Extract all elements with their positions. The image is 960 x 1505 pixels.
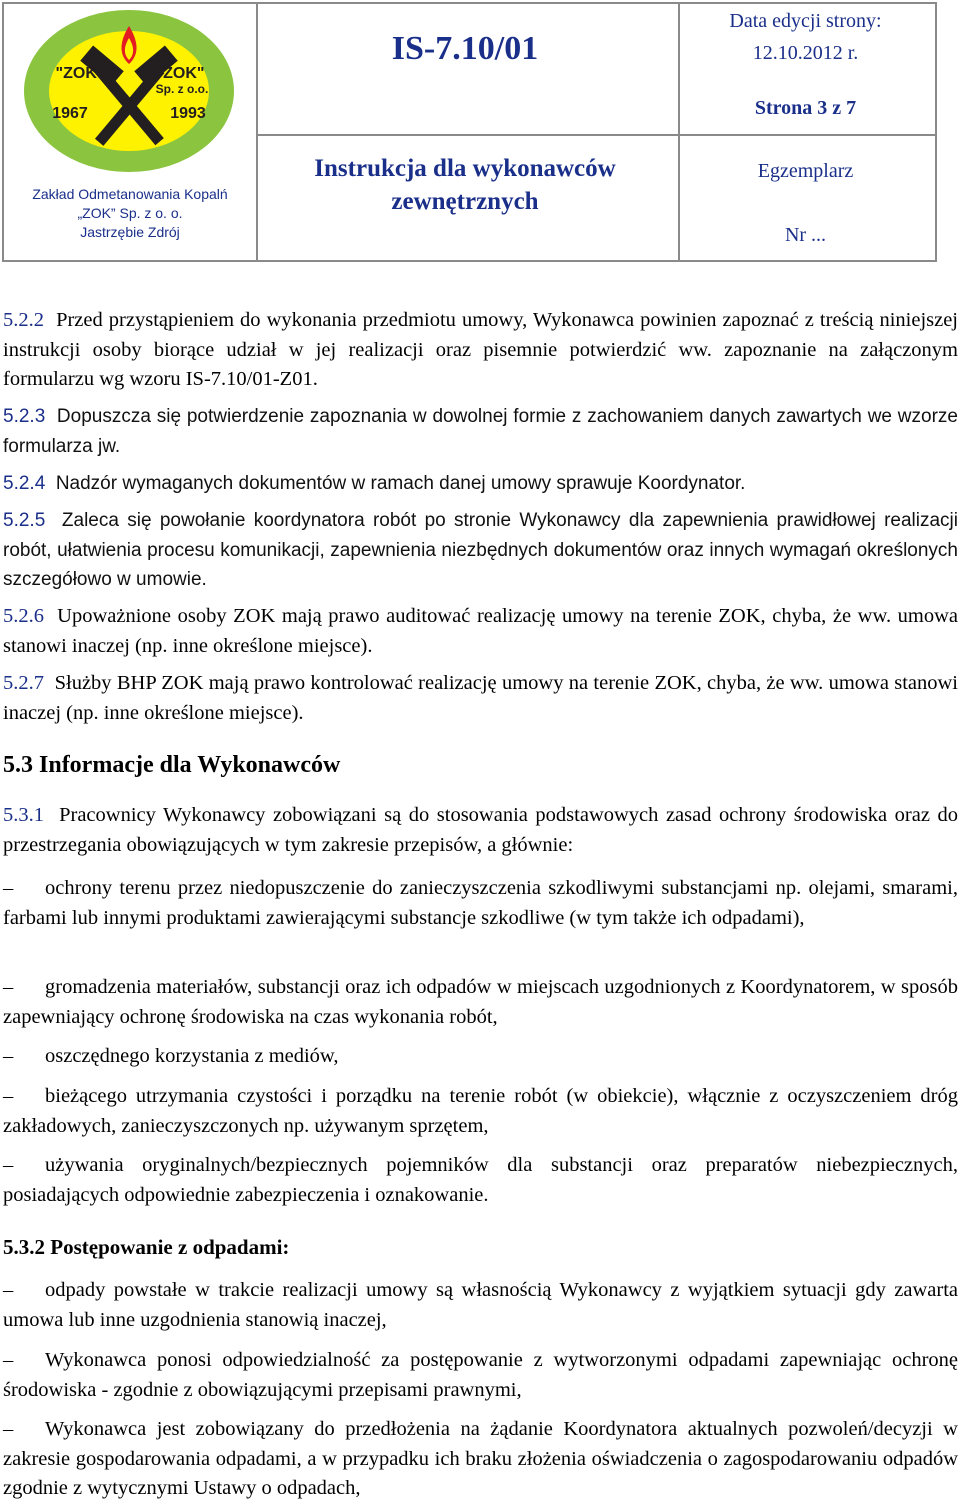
list-item-text: odpady powstałe w trakcie realizacji umowy są własnością Wykonawcy z wyjątkiem sytuacji gdy zawarta umowa lub inne uzgodnienia stanowią inaczej,: [3, 1279, 958, 1331]
list-item: [3, 1415, 958, 1504]
company-name: [10, 185, 250, 242]
list-item-text: oszczędnego korzystania z mediów,: [45, 1045, 339, 1067]
page-number: Strona 3 z 7: [754, 97, 857, 119]
paragraph-text: Nadzór wymaganych dokumentów w ramach danej umowy sprawuje Koordynator.: [55, 473, 746, 494]
list-dash: –: [3, 877, 14, 899]
document-code: IS-7.10/01: [391, 30, 539, 67]
company-line: Zakład Odmetanowania Kopalń: [32, 186, 228, 202]
list-dash: –: [3, 1349, 14, 1371]
document-title-line: Instrukcja dla wykonawców: [314, 155, 616, 182]
section-number: 5.2.5: [3, 510, 46, 531]
list-item-text: Wykonawca jest zobowiązany do przedłożenia na żądanie Koordynatora aktualnych pozwoleń/decyzji w zakresie gospodarowania odpadami, a w przypadku ich braku złożenia oświadczenia o zagospodarowaniu odpadów zgodnie z wytycznymi Ustawy o odpadach,: [3, 1418, 958, 1499]
section-heading-5-3-2: 5.3.2 Postępowanie z odpadami:: [3, 1235, 290, 1259]
document-title-line: zewnętrznych: [391, 188, 539, 215]
logo-left-text: "ZOK": [55, 65, 105, 82]
paragraph-5-2-2: [3, 306, 958, 395]
list-item: [3, 1042, 958, 1072]
paragraph-5-2-7: [3, 669, 958, 728]
paragraph-5-2-5: [3, 506, 958, 595]
list-item: [3, 1276, 958, 1335]
header-divider: [678, 134, 935, 136]
edit-date-value: 12.10.2012 r.: [752, 42, 859, 64]
paragraph-5-2-4: [3, 469, 958, 499]
list-item-text: używania oryginalnych/bezpiecznych pojemników dla substancji oraz preparatów niebezpiecznych, posiadających odpowiednie zabezpieczenia i oznakowanie.: [3, 1154, 958, 1206]
paragraph-text: Upoważnione osoby ZOK mają prawo auditować realizację umowy na terenie ZOK, chyba, że ww. umowa stanowi inaczej (np. inne określone miejsce).: [3, 605, 959, 657]
paragraph-text: Służby BHP ZOK mają prawo kontrolować realizację umowy na terenie ZOK, chyba, że ww. umowa stanowi inaczej (np. inne określone miejsce).: [3, 672, 959, 724]
logo-year-right: 1993: [170, 105, 206, 122]
logo-right-subtext: Sp. z o.o.: [155, 82, 209, 96]
section-number: 5.2.6: [3, 605, 44, 627]
company-line: Jastrzębie Zdrój: [80, 224, 180, 240]
section-number: 5.2.2: [3, 309, 44, 331]
list-dash: –: [3, 1154, 14, 1176]
section-number: 5.2.4: [3, 473, 46, 494]
logo-year-left: 1967: [52, 105, 88, 122]
list-item: [3, 973, 958, 1032]
section-number: 5.3.1: [3, 804, 44, 826]
list-item: [3, 1151, 958, 1210]
list-dash: –: [3, 1085, 14, 1107]
paragraph-text: Zaleca się powołanie koordynatora robót po stronie Wykonawcy dla zapewnienia prawidłowej realizacji robót, ułatwienia procesu komunikacji, zapewnienia niezbędnych dokumentów oraz innych wymagań określonych szczegółowo w umowie.: [3, 510, 958, 590]
list-item-text: gromadzenia materiałów, substancji oraz ich odpadów w miejscach uzgodnionych z Koordynatorem, w sposób zapewniający ochronę środowiska na czas wykonania robót,: [3, 976, 958, 1028]
company-logo: [22, 8, 236, 174]
paragraph-text: Pracownicy Wykonawcy zobowiązani są do stosowania podstawowych zasad ochrony środowiska oraz do przestrzegania obowiązujących w tym zakresie przepisów, a głównie:: [3, 804, 958, 856]
paragraph-5-2-6: [3, 602, 958, 661]
paragraph-text: Przed przystąpieniem do wykonania przedmiotu umowy, Wykonawca powinien zapoznać z treścią niniejszej instrukcji osoby biorące udział w jej realizacji oraz pisemnie potwierdzić ww. zapoznanie na załączonym formularzu wg wzoru IS-7.10/01-Z01.: [3, 309, 959, 390]
paragraph-5-3-1: [3, 801, 958, 860]
list-dash: –: [3, 1418, 14, 1440]
list-item: [3, 874, 958, 933]
list-dash: –: [3, 976, 14, 998]
list-item: [3, 1082, 958, 1141]
paragraph-5-2-3: [3, 402, 958, 461]
list-item: [3, 1346, 958, 1405]
company-line: „ZOK” Sp. z o. o.: [77, 205, 183, 221]
document-title: [255, 152, 675, 218]
logo-right-text: "ZOK": [155, 65, 205, 82]
section-number: 5.2.3: [3, 406, 46, 427]
list-dash: –: [3, 1279, 14, 1301]
header-divider: [256, 134, 678, 136]
list-item-text: Wykonawca ponosi odpowiedzialność za postępowanie z wytworzonymi odpadami zapewniając ochronę środowiska - zgodnie z obowiązującymi przepisami prawnymi,: [3, 1349, 958, 1401]
list-item-text: ochrony terenu przez niedopuszczenie do zanieczyszczenia szkodliwymi substancjami np. olejami, smarami, farbami lub innymi produktami zawierającymi substancje szkodliwe (w tym także ich odpadami),: [3, 877, 958, 929]
copy-label: Egzemplarz: [757, 160, 854, 182]
paragraph-text: Dopuszcza się potwierdzenie zapoznania w dowolnej formie z zachowaniem danych zawartych we wzorze formularza jw.: [3, 406, 958, 457]
list-dash: –: [3, 1045, 14, 1067]
section-heading-5-3: 5.3 Informacje dla Wykonawców: [3, 752, 341, 778]
section-number: 5.2.7: [3, 672, 44, 694]
list-item-text: bieżącego utrzymania czystości i porządku na terenie robót (w obiekcie), włącznie z oczyszczeniem dróg zakładowych, zanieczyszczonych np. używanym sprzętem,: [3, 1085, 958, 1137]
copy-number: Nr ...: [784, 224, 827, 246]
edit-date-label: Data edycji strony:: [729, 10, 882, 32]
